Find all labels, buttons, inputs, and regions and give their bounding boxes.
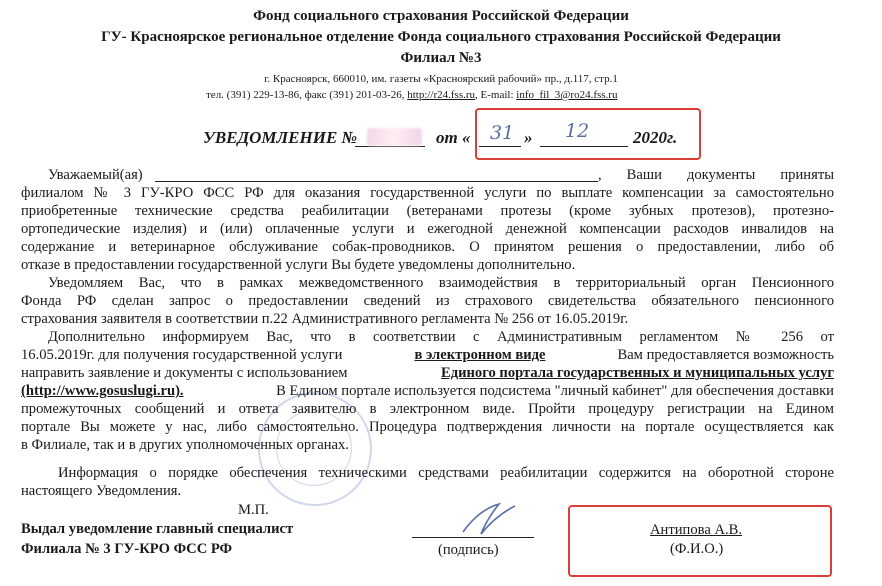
p1-line2: филиалом № 3 ГУ-КРО ФСС РФ для оказания государственной услуги по выплате компенсации за самостоятельно: [21, 185, 834, 201]
p1-line3: приобретенные технические средства реабилитации (ветеранами протезы (кроме зубных протезов), протезно-: [21, 203, 834, 219]
electronic-form-emphasis: в электронном виде: [414, 347, 546, 363]
address: г. Красноярск, 660010, им. газеты «Красноярский рабочий» пр., д.117, стр.1: [264, 73, 618, 85]
notice-year: 2020г.: [633, 128, 678, 147]
p3-line6: портале Вы можете у нас, либо самостоятельно. Процедура подтверждения личности на портале осуществляется как: [21, 419, 834, 435]
p3-line3: [21, 364, 834, 382]
redacted-number: [367, 128, 422, 146]
day-underline: [479, 146, 521, 147]
p3-line4-b: В Едином портале используется подсистема "личный кабинет" для обеспечения доставки: [276, 383, 834, 399]
p2-line1: Уведомляем Вас, что в рамках межведомственного взаимодействия в территориальный орган Пенсионного: [48, 275, 834, 291]
p2-line3: страхования заявителя в соответствии п.22 Административного регламента № 256 от 16.05.2019г.: [21, 311, 629, 327]
signature-label: (подпись): [438, 542, 499, 558]
p1-line4: ортопедические изделия) и (или) оплаченные услуги и ежегодной денежной компенсации расходов инвалидов на: [21, 221, 834, 237]
department-name: ГУ- Красноярское региональное отделение Фонда социального страхования Российской Федерации: [101, 29, 781, 45]
official-name: Антипова А.В.: [650, 522, 743, 538]
notice-title: УВЕДОМЛЕНИЕ №: [203, 128, 358, 147]
fund-name: Фонд социального страхования Российской Федерации: [253, 8, 629, 24]
p3-line2-c: Вам предоставляется возможность: [617, 347, 834, 363]
p4-line1: Информация о порядке обеспечения техническими средствами реабилитации содержится на оборотной стороне: [58, 465, 834, 481]
salutation: Уважаемый(ая): [48, 167, 143, 183]
notice-from: от «: [436, 128, 471, 147]
signature-line: [412, 537, 534, 538]
p1-line1-end: , Ваши документы приняты: [598, 167, 834, 183]
quote-close: »: [524, 128, 533, 147]
p1-line6: отказе в предоставлении государственной услуги Вы будете уведомлены дополнительно.: [21, 257, 576, 273]
signature-scribble: [455, 498, 525, 540]
seal-place-label: М.П.: [238, 502, 269, 518]
p3-line7: в Филиале, так и в других уполномоченных органах.: [21, 437, 349, 453]
p3-line4: [21, 382, 834, 400]
email-label: , E-mail:: [475, 89, 514, 101]
p3-line2: [21, 346, 834, 364]
month-value: 12: [565, 120, 590, 142]
issuer-title: Выдал уведомление главный специалист: [21, 521, 294, 537]
p3-line1: Дополнительно информируем Вас, что в соответствии с Административным регламентом № 256 от: [48, 329, 834, 345]
gosuslugi-link[interactable]: (http://www.gosuslugi.ru).: [21, 383, 184, 399]
gosuslugi-portal-name: Единого портала государственных и муниципальных услуг: [440, 365, 834, 381]
p1-line5: содержание и ветеринарное обслуживание собак-проводников. О принятом решения о предоставлении, либо об: [21, 239, 834, 255]
phones: тел. (391) 229-13-86, факс (391) 201-03-26,: [206, 89, 405, 101]
p3-line2-a: 16.05.2019г. для получения государственной услуги: [21, 347, 343, 363]
p2-line2: Фонда РФ сделан запрос о предоставлении сведений из страхового свидетельства обязательного пенсионного: [21, 293, 834, 309]
name-label: (Ф.И.О.): [670, 541, 724, 557]
branch-name: Филиал №3: [400, 50, 482, 66]
contacts: [206, 89, 617, 101]
site-link[interactable]: http://r24.fss.ru: [407, 89, 476, 101]
p3-line5: промежуточных сообщений и ответа заявителю в электронном виде. Пройти процедуру регистрации на Едином: [21, 401, 834, 417]
p3-line3-a: направить заявление и документы с использованием: [21, 365, 348, 381]
number-underline: [355, 146, 425, 147]
issuer-branch: Филиала № 3 ГУ-КРО ФСС РФ: [21, 541, 233, 557]
month-underline: [540, 146, 628, 147]
day-value: 31: [490, 122, 515, 144]
name-blank-line: [155, 181, 598, 182]
email-link[interactable]: info_fil_3@ro24.fss.ru: [516, 89, 618, 101]
p4-line2: настоящего Уведомления.: [21, 483, 182, 499]
